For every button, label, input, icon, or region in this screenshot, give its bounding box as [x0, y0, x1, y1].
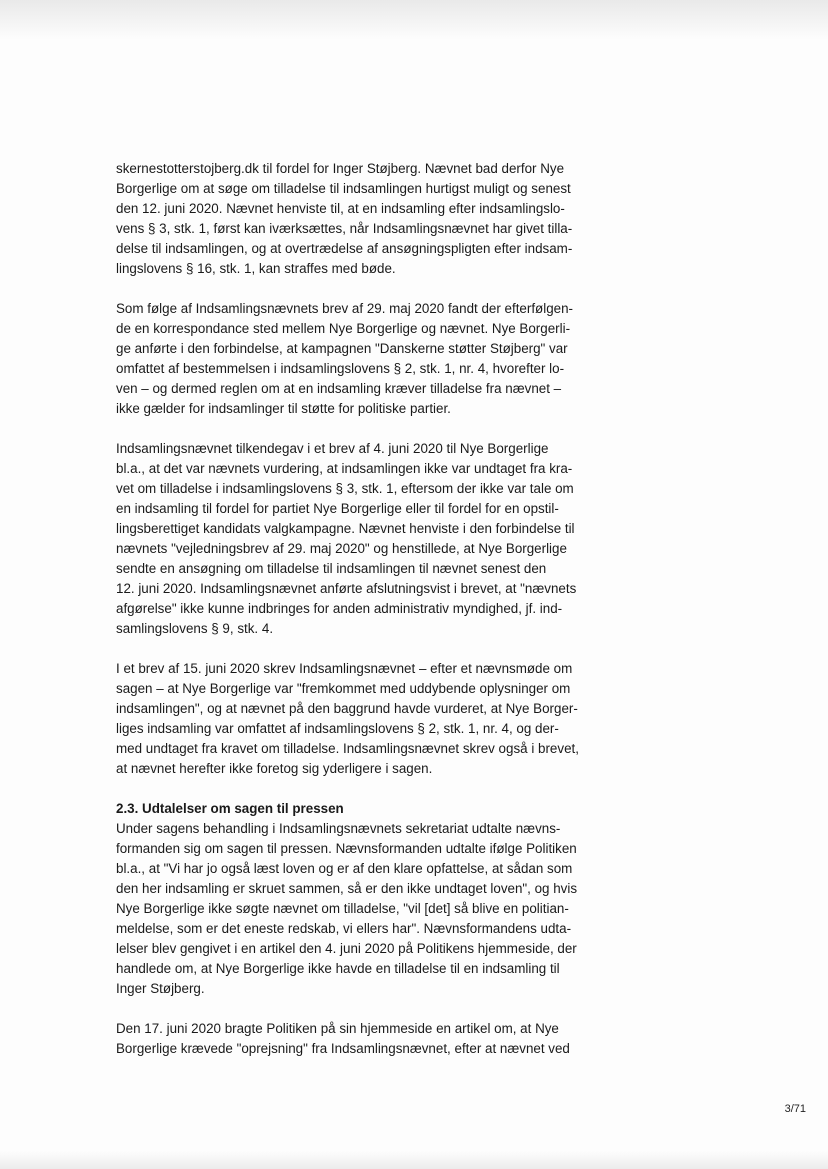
scan-edge-top — [0, 0, 828, 40]
text-line: nævnets "vejledningsbrev af 29. maj 2020" og henstillede, at Nye Borgerlige — [116, 541, 567, 556]
text-line: med undtaget fra kravet om tilladelse. Indsamlingsnævnet skrev også i brevet, — [116, 741, 579, 756]
section-press-statements — [116, 799, 604, 999]
text-line: liges indsamling var omfattet af indsamlingslovens § 2, stk. 1, nr. 4, og der- — [116, 721, 559, 736]
text-line: I et brev af 15. juni 2020 skrev Indsamlingsnævnet – efter et nævnsmøde om — [116, 661, 573, 676]
paragraph-3 — [116, 439, 604, 639]
text-line: afgørelse" ikke kunne indbringes for anden administrativ myndighed, jf. ind- — [116, 601, 563, 616]
text-line: Den 17. juni 2020 bragte Politiken på sin hjemmeside en artikel om, at Nye — [116, 1021, 559, 1036]
text-line: ikke gælder for indsamlinger til støtte for politiske partier. — [116, 401, 451, 416]
text-line: ven – og dermed reglen om at en indsamling kræver tilladelse fra nævnet – — [116, 381, 562, 396]
text-line: bl.a., at "Vi har jo også læst loven og er af den klare opfattelse, at sådan som — [116, 861, 573, 876]
text-line: formanden sig om sagen til pressen. Nævnsformanden udtalte ifølge Politiken — [116, 841, 577, 856]
text-line: Inger Støjberg. — [116, 981, 205, 996]
text-line: omfattet af bestemmelsen i indsamlingslovens § 2, stk. 1, nr. 4, hvorefter lo- — [116, 361, 565, 376]
text-line: Som følge af Indsamlingsnævnets brev af 29. maj 2020 fandt der efterfølgen- — [116, 301, 574, 316]
text-line: delse til indsamlingen, og at overtrædelse af ansøgningspligten efter indsam- — [116, 241, 573, 256]
text-line: en indsamling til fordel for partiet Nye Borgerlige eller til fordel for en opstil- — [116, 501, 559, 516]
page-number: 3/71 — [784, 1103, 806, 1115]
scan-edge-bottom — [0, 1151, 828, 1169]
text-line: lelser blev gengivet i en artikel den 4. juni 2020 på Politikens hjemmeside, der — [116, 941, 577, 956]
paragraph-4 — [116, 659, 604, 779]
paragraph-1 — [116, 159, 604, 279]
text-line: samlingslovens § 9, stk. 4. — [116, 621, 274, 636]
text-line: skernestotterstojberg.dk til fordel for Inger Støjberg. Nævnet bad derfor Nye — [116, 161, 565, 176]
text-line: den her indsamling er skruet sammen, så er den ikke undtaget loven", og hvis — [116, 881, 578, 896]
text-line: Under sagens behandling i Indsamlingsnævnets sekretariat udtalte nævns- — [116, 821, 561, 836]
text-line: handlede om, at Nye Borgerlige ikke havde en tilladelse til en indsamling til — [116, 961, 560, 976]
text-line: de en korrespondance sted mellem Nye Borgerlige og nævnet. Nye Borgerli- — [116, 321, 571, 336]
paragraph-2 — [116, 299, 604, 419]
text-line: sagen – at Nye Borgerlige var "fremkommet med uddybende oplysninger om — [116, 681, 571, 696]
section-heading: 2.3. Udtalelser om sagen til pressen — [116, 801, 344, 816]
text-line: lingsberettiget kandidats valgkampagne. Nævnet henviste i den forbindelse til — [116, 521, 575, 536]
text-line: vet om tilladelse i indsamlingslovens § 3, stk. 1, eftersom der ikke var tale om — [116, 481, 574, 496]
text-line: at nævnet herefter ikke foretog sig yderligere i sagen. — [116, 761, 433, 776]
text-line: meldelse, som er det eneste redskab, vi ellers har". Nævnsformandens udta- — [116, 921, 572, 936]
text-line: sendte en ansøgning om tilladelse til indsamlingen til nævnet senest den — [116, 561, 547, 576]
paragraph-6 — [116, 1019, 604, 1059]
text-line: indsamlingen", og at nævnet på den baggrund havde vurderet, at Nye Borger- — [116, 701, 578, 716]
text-line: Indsamlingsnævnet tilkendegav i et brev af 4. juni 2020 til Nye Borgerlige — [116, 441, 549, 456]
text-line: ge anførte i den forbindelse, at kampagnen "Danskerne støtter Støjberg" var — [116, 341, 568, 356]
text-line: Nye Borgerlige ikke søgte nævnet om tilladelse, "vil [det] så blive en politian- — [116, 901, 569, 916]
text-line: 12. juni 2020. Indsamlingsnævnet anførte afslutningsvist i brevet, at "nævnets — [116, 581, 577, 596]
document-body — [116, 159, 604, 1079]
text-line: Borgerlige krævede "oprejsning" fra Indsamlingsnævnet, efter at nævnet ved — [116, 1041, 570, 1056]
text-line: vens § 3, stk. 1, først kan iværksættes, når Indsamlingsnævnet har givet tilla- — [116, 221, 573, 236]
text-line: bl.a., at det var nævnets vurdering, at indsamlingen ikke var undtaget fra kra- — [116, 461, 573, 476]
text-line: lingslovens § 16, stk. 1, kan straffes med bøde. — [116, 261, 396, 276]
text-line: Borgerlige om at søge om tilladelse til indsamlingen hurtigst muligt og senest — [116, 181, 571, 196]
text-line: den 12. juni 2020. Nævnet henviste til, at en indsamling efter indsamlingslo- — [116, 201, 565, 216]
